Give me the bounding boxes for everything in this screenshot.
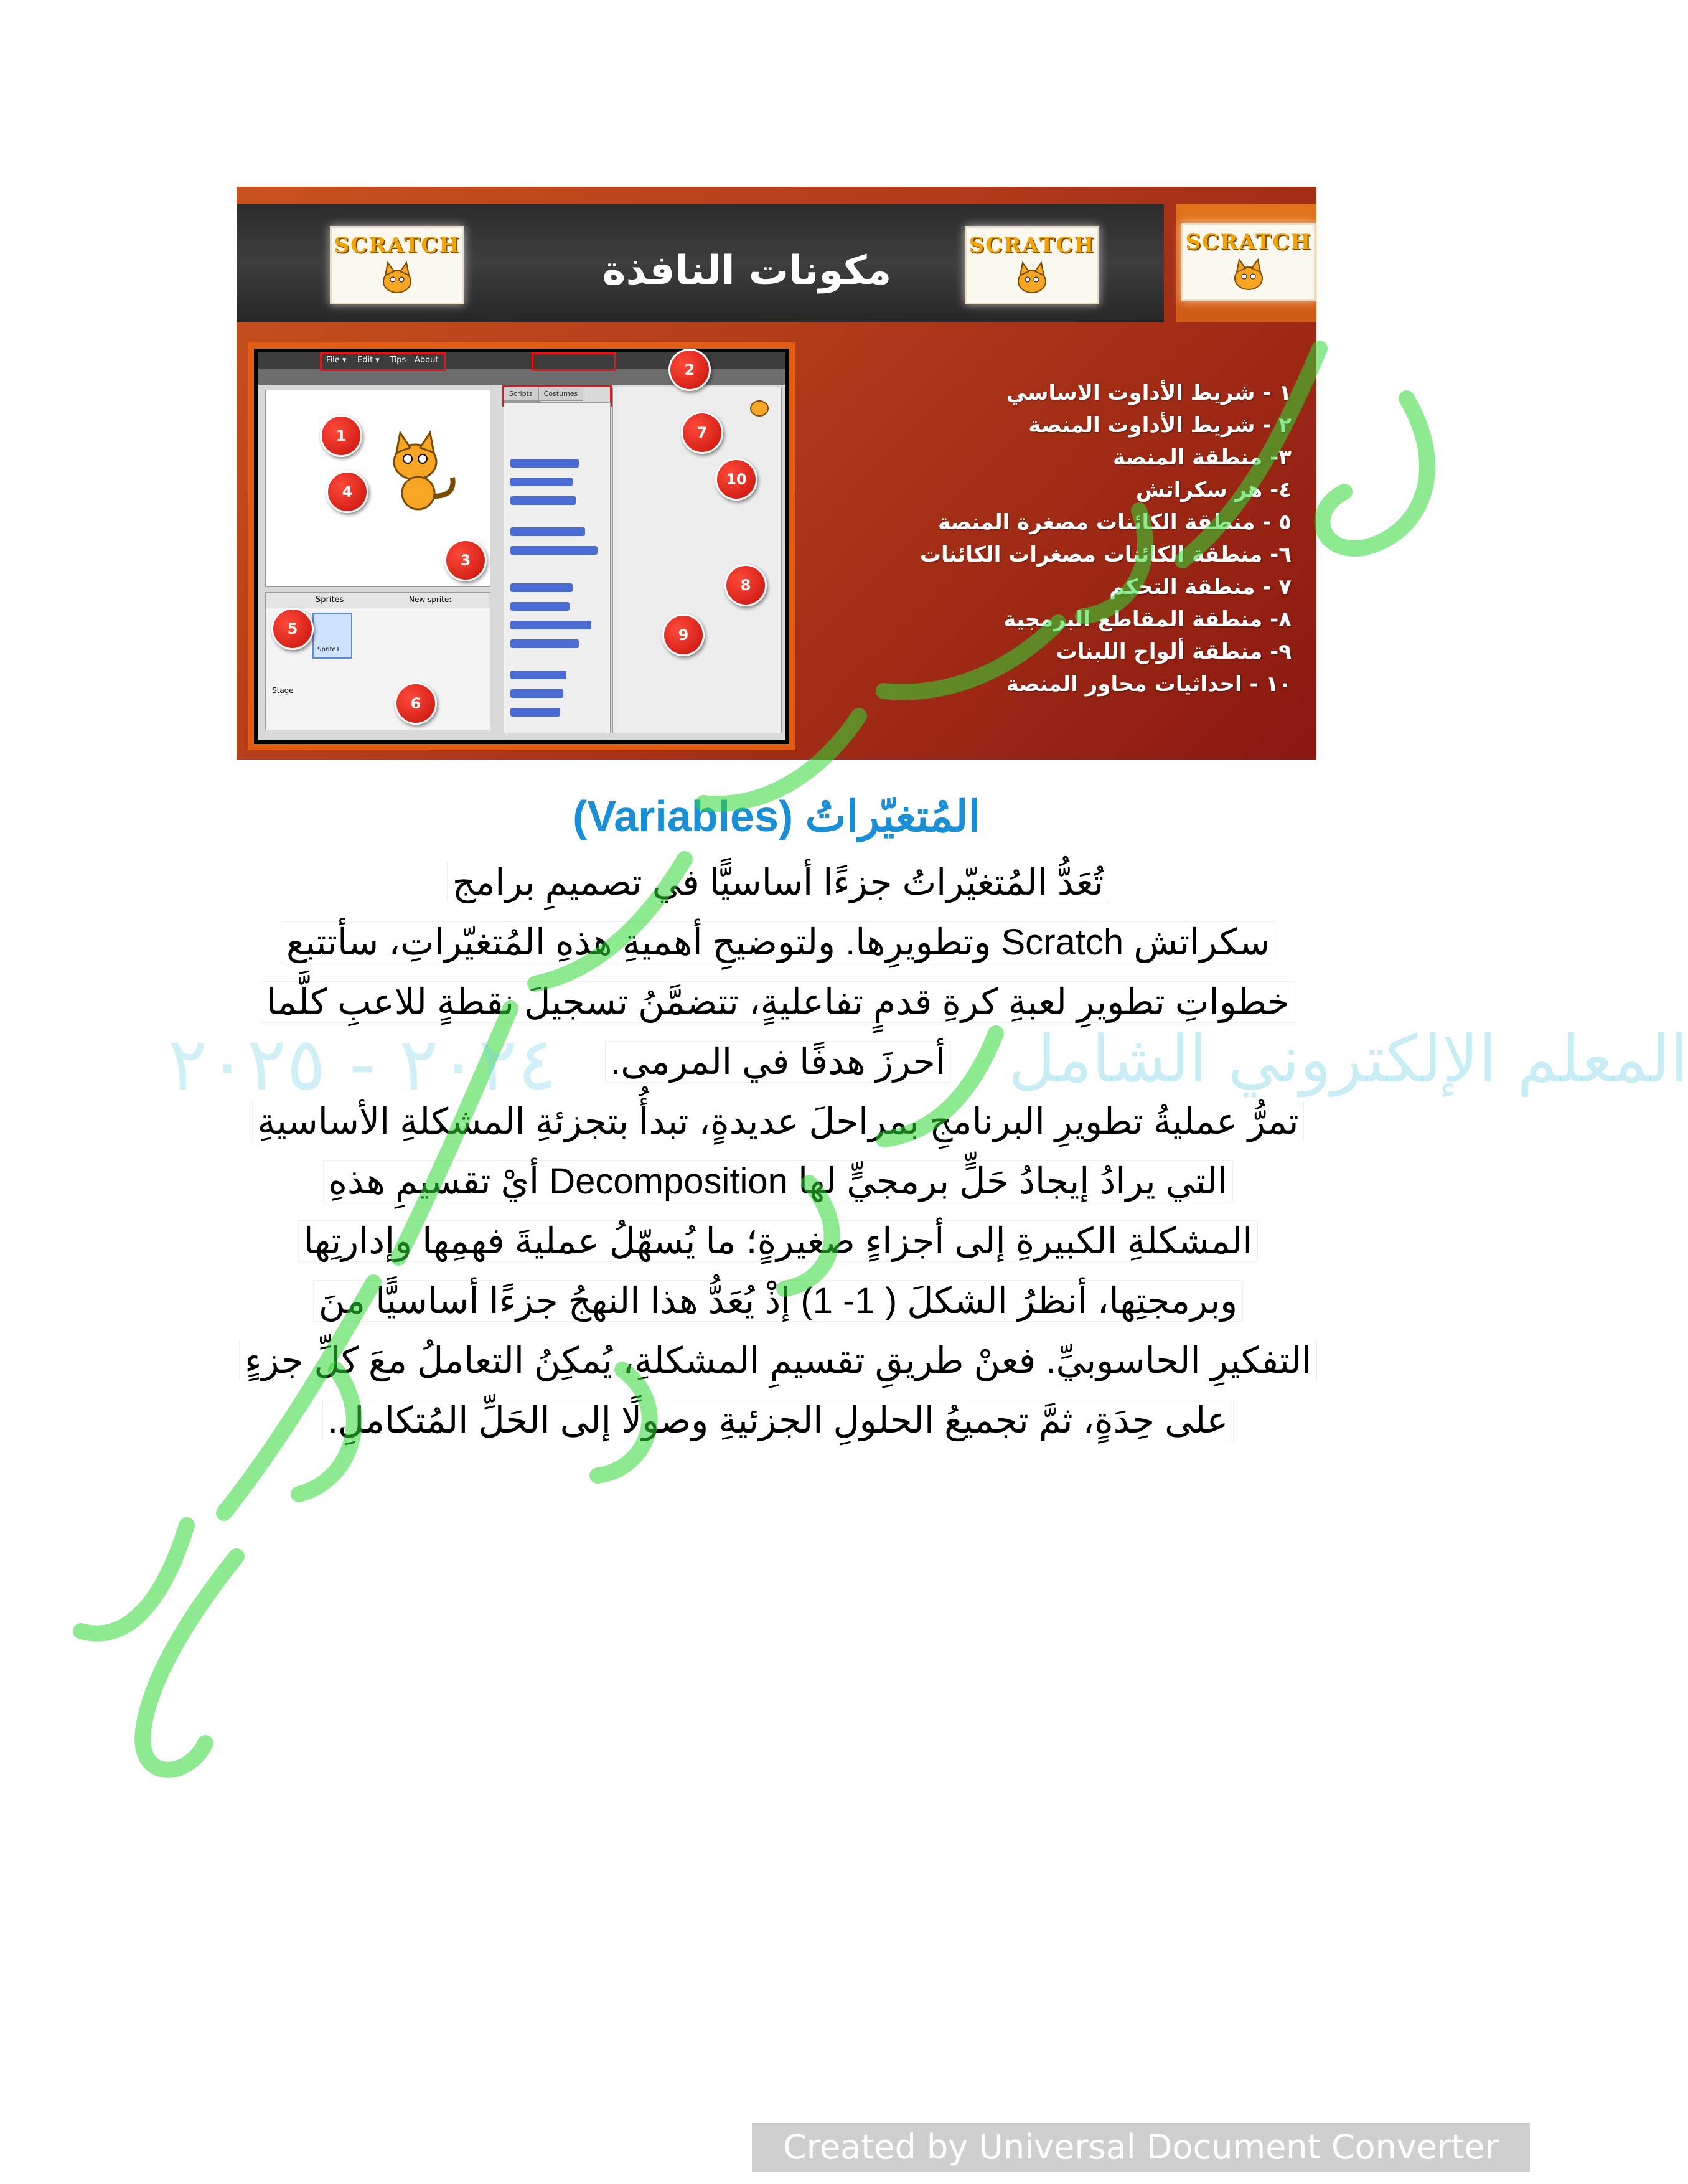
scratch-cat-icon — [1010, 258, 1054, 301]
legend-item: ٣- منطقة المنصة — [1113, 445, 1292, 470]
scratch-logo: SCRATCH — [330, 226, 464, 304]
scratch-cat-icon — [1227, 255, 1270, 298]
tab-costumes: Costumes — [538, 387, 584, 401]
watermark-year: ٢٠٢٤ - ٢٠٢٥ — [168, 1021, 557, 1107]
paragraph-line: أحرزَ هدفًا في المرمى. — [606, 1042, 950, 1082]
legend-item: ٨- منطقة المقاطع البرمجية — [1003, 607, 1292, 632]
highlight-tools — [532, 352, 616, 371]
scratch-cat-icon — [378, 428, 465, 521]
callout-7: 7 — [681, 412, 723, 454]
legend-item: ٤- هر سكراتش — [1135, 478, 1292, 502]
callout-6: 6 — [395, 682, 437, 725]
sprite-thumbnail: Sprite1 — [312, 613, 352, 659]
callout-5: 5 — [271, 608, 314, 650]
paragraph-line: المشكلةِ الكبيرةِ إلى أجزاءٍ صغيرةٍ؛ ما يُسهّلُ عمليةَ فهمِها وإدارتِها — [299, 1221, 1258, 1261]
menu-about: About — [415, 355, 439, 365]
paragraph-line: التفكيرِ الحاسوبيِّ. فعنْ طريقِ تقسيمِ المشكلةِ، يُمكِنُ التعاملُ معَ كلِّ جزءٍ — [240, 1340, 1316, 1381]
paragraph-line: التي يرادُ إيجادُ حَلٍّ برمجيٍّ لها Decomposition أيْ تقسيمِ هذهِ — [324, 1161, 1233, 1202]
paragraph-1 — [187, 853, 1369, 1092]
scratch-logo: SCRATCH — [965, 226, 1099, 304]
menu-edit: Edit ▾ — [357, 355, 380, 365]
scratch-logo: SCRATCH — [1181, 223, 1316, 301]
scratch-window-figure — [237, 187, 1316, 760]
paragraph-line: وبرمجتِها، أنظرُ الشكلَ ( 1- 1) إذْ يُعَدُّ هذا النهجُ جزءًا أساسيًّا منَ — [314, 1281, 1242, 1321]
callout-8: 8 — [724, 564, 767, 606]
paragraph-line: تمرُّ عمليةُ تطويرِ البرنامجِ بمراحلَ عديدةٍ، تبدأُ بتجزئةِ المشكلةِ الأساسيةِ — [253, 1101, 1304, 1142]
watermark-name: المعلم الإلكتروني الشامل — [1008, 1021, 1688, 1097]
callout-4: 4 — [326, 471, 368, 513]
paragraph-line: خطواتِ تطويرِ لعبةِ كرةِ قدمٍ تفاعليةٍ، تتضمَّنُ تسجيلَ نقطةٍ للاعبِ كلَّما — [261, 982, 1295, 1022]
legend-item: ١ - شريط الأداوت الاساسي — [1006, 380, 1292, 405]
menu-file: File ▾ — [326, 355, 347, 365]
new-sprite-label: New sprite: — [409, 595, 452, 604]
paragraph-2 — [187, 1092, 1369, 1451]
callout-1: 1 — [320, 415, 362, 457]
sprite-corner-icon — [747, 395, 772, 423]
figure-corner-box — [1176, 204, 1316, 322]
callout-10: 10 — [715, 458, 757, 501]
section-title: المُتغيّراتُ (Variables) — [573, 792, 980, 840]
menu-tips: Tips — [390, 355, 406, 365]
legend-item: ١٠ - احداثيات محاور المنصة — [1006, 672, 1292, 697]
blocks-palette — [504, 402, 611, 733]
stage-thumb-label: Stage — [272, 686, 294, 695]
figure-legend — [843, 377, 1292, 700]
paragraph-line: سكراتش Scratch وتطويرِها. ولتوضيحِ أهميةِ هذهِ المُتغيّراتِ، سأتتبع — [281, 922, 1275, 963]
legend-item: ٩- منطقة ألواح اللبنات — [1056, 639, 1292, 664]
figure-title-bar — [237, 204, 1164, 322]
callout-3: 3 — [444, 539, 487, 581]
legend-item: ٧ - منطقة التحكم — [1109, 575, 1292, 600]
paragraph-line: على حِدَةٍ، ثمَّ تجميعُ الحلولِ الجزئيةِ وصولًا إلى الحَلِّ المُتكاملِ. — [323, 1400, 1234, 1441]
sprites-header: Sprites — [316, 595, 344, 605]
legend-item: ٢ - شريط الأداوت المنصة — [1028, 413, 1292, 438]
paragraph-line: تُعَدُّ المُتغيّراتُ جزءًا أساسيًّا في تصميمِ برامج — [448, 862, 1109, 903]
scratch-editor-screenshot — [258, 352, 785, 740]
callout-2: 2 — [668, 349, 711, 391]
legend-item: ٦- منطقة الكائنات مصغرات الكائنات — [919, 542, 1292, 567]
legend-item: ٥ - منطقة الكائنات مصغرة المنصة — [938, 510, 1292, 535]
tab-scripts: Scripts — [504, 387, 538, 401]
highlight-menu — [320, 352, 446, 371]
callout-9: 9 — [662, 614, 705, 656]
converter-footer: Created by Universal Document Converter — [752, 2123, 1530, 2172]
figure-title: مكونات النافذة — [602, 248, 892, 294]
scratch-cat-icon — [375, 258, 419, 301]
